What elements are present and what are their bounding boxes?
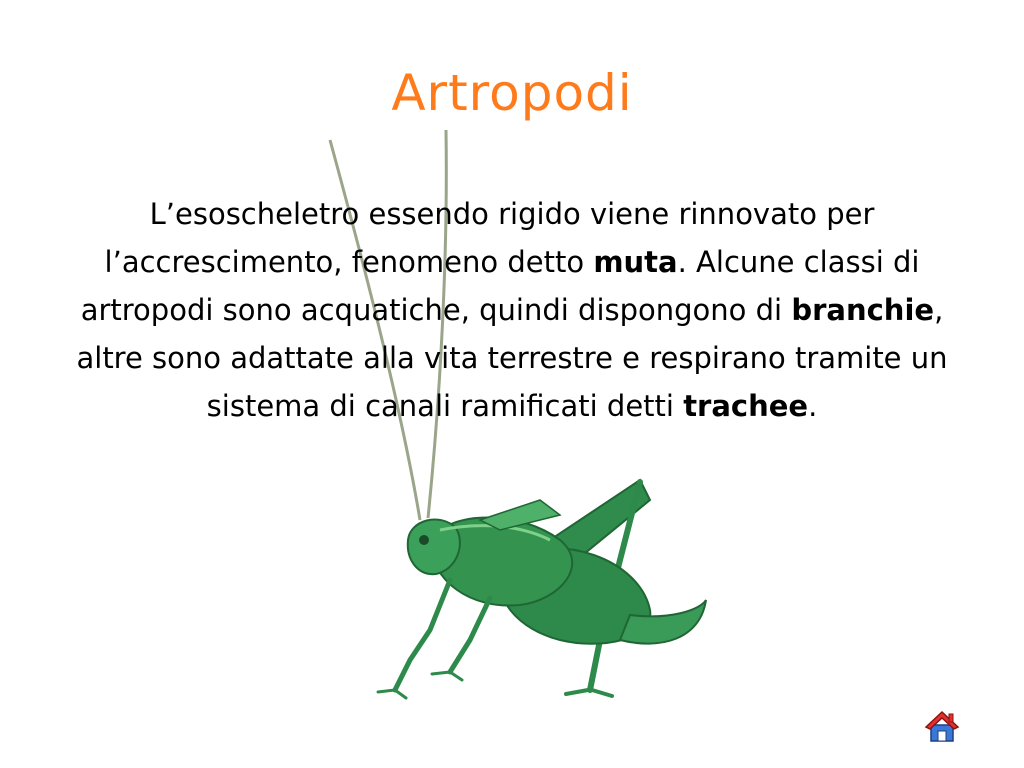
grasshopper-middle-leg bbox=[450, 598, 490, 672]
slide-paragraph bbox=[50, 190, 974, 430]
paragraph-text: , altre sono adattate alla vita terrestre e respirano tramite un sistema di canali ramificati detti bbox=[76, 293, 948, 423]
slide-title: Artropodi bbox=[391, 64, 633, 122]
paragraph-text: . bbox=[808, 389, 818, 423]
grasshopper-wing bbox=[480, 500, 560, 530]
grasshopper-eye bbox=[419, 535, 429, 545]
paragraph-text: L’esoscheletro essendo rigido viene rinnovato per l’accrescimento, fenomeno detto bbox=[104, 197, 875, 279]
home-icon[interactable] bbox=[924, 709, 960, 745]
term-branchie: branchie bbox=[791, 293, 935, 327]
term-trachee: trachee bbox=[683, 389, 809, 423]
paragraph-text: . Alcune classi di artropodi sono acquatiche, quindi dispongono di bbox=[80, 245, 920, 327]
term-muta: muta bbox=[593, 245, 678, 279]
